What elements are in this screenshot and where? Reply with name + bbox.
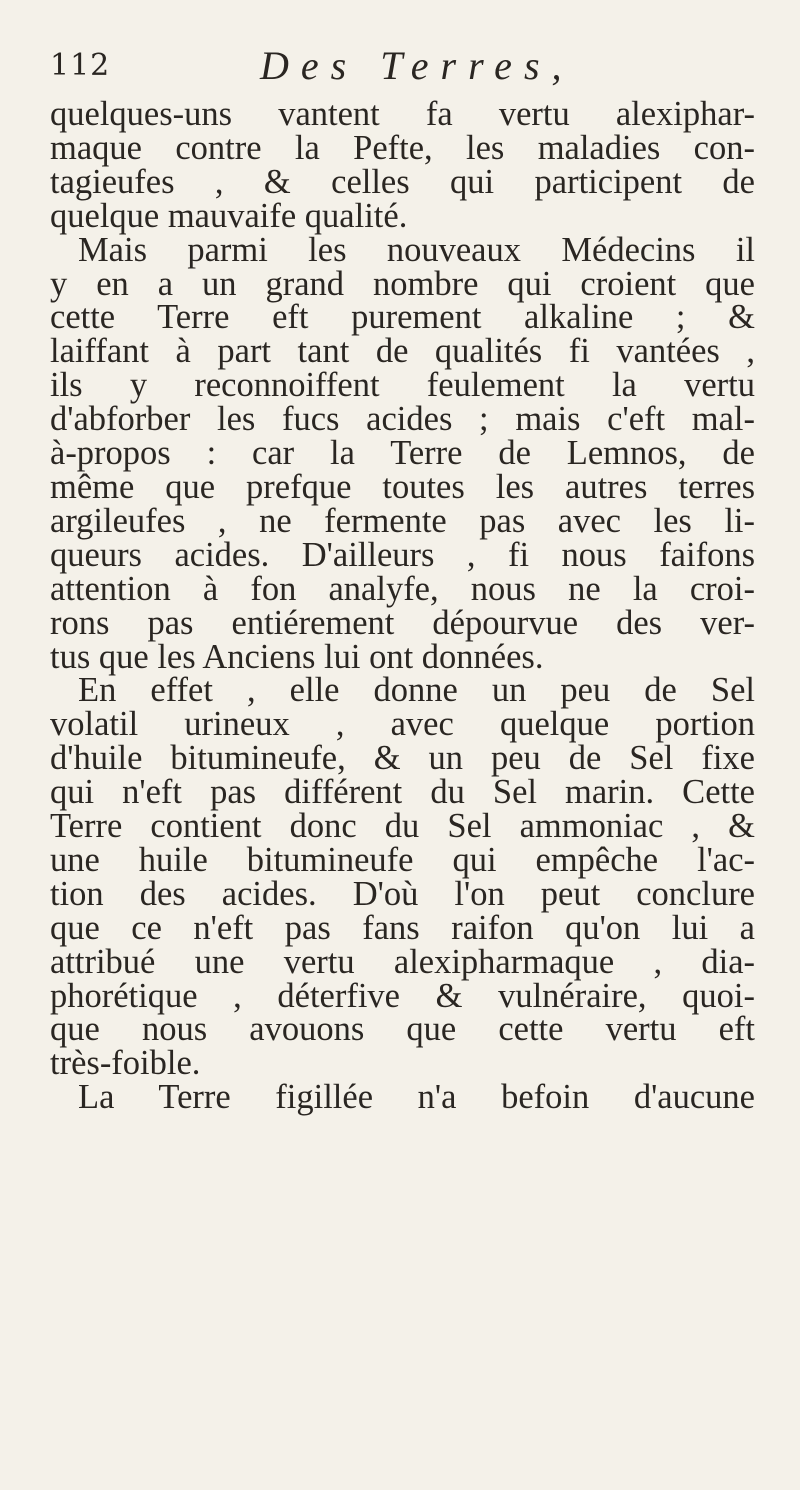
- text-line: maque contre la Pefte, les maladies con-: [50, 128, 755, 167]
- text-line: volatil urineux , avec quelque portion: [50, 705, 755, 744]
- body-text: [50, 95, 755, 1117]
- running-head: Des Terres,: [260, 43, 574, 88]
- text-line: quelque mauvaife qualité.: [50, 196, 408, 235]
- text-line: que ce n'eft pas fans raifon qu'on lui a: [50, 908, 755, 947]
- text-line: tion des acides. D'où l'on peut conclure: [50, 874, 755, 913]
- text-line: rons pas entiérement dépourvue des ver-: [50, 603, 755, 642]
- text-line: ils y reconnoiffent feulement la vertu: [50, 366, 755, 405]
- text-line: queurs acides. D'ailleurs , fi nous faifons: [50, 535, 755, 574]
- text-line: laiffant à part tant de qualités fi vantées ,: [50, 332, 755, 371]
- text-line: y en a un grand nombre qui croient que: [50, 264, 755, 303]
- text-line: cette Terre eft purement alkaline ; &: [50, 298, 755, 337]
- text-line: à-propos : car la Terre de Lemnos, de: [50, 434, 755, 473]
- text-line: très-foible.: [50, 1044, 201, 1083]
- text-line: tagieufes , & celles qui participent de: [50, 162, 755, 201]
- text-line: d'abforber les fucs acides ; mais c'eft mal-: [50, 400, 755, 439]
- text-line: tus que les Anciens lui ont données.: [50, 637, 544, 676]
- text-line: qui n'eft pas différent du Sel marin. Cette: [50, 773, 755, 812]
- text-line: Terre contient donc du Sel ammoniac , &: [50, 807, 755, 846]
- page-header: [50, 42, 750, 98]
- text-line: Mais parmi les nouveaux Médecins il: [78, 230, 755, 269]
- text-line: attention à fon analyfe, nous ne la croi-: [50, 569, 755, 608]
- text-line: argileufes , ne fermente pas avec les li-: [50, 501, 755, 540]
- text-line: phorétique , déterfive & vulnéraire, quoi-: [50, 976, 755, 1015]
- text-line: même que prefque toutes les autres terres: [50, 467, 755, 506]
- text-line: d'huile bitumineufe, & un peu de Sel fixe: [50, 739, 755, 778]
- text-line: quelques-uns vantent fa vertu alexiphar-: [50, 95, 755, 133]
- page-number: 112: [50, 48, 111, 83]
- text-line: que nous avouons que cette vertu eft: [50, 1010, 755, 1049]
- text-line: une huile bitumineufe qui empêche l'ac-: [50, 840, 755, 879]
- text-line: attribué une vertu alexipharmaque , dia-: [50, 942, 755, 981]
- text-line: En effet , elle donne un peu de Sel: [78, 671, 755, 710]
- text-line: La Terre figillée n'a befoin d'aucune: [78, 1078, 755, 1117]
